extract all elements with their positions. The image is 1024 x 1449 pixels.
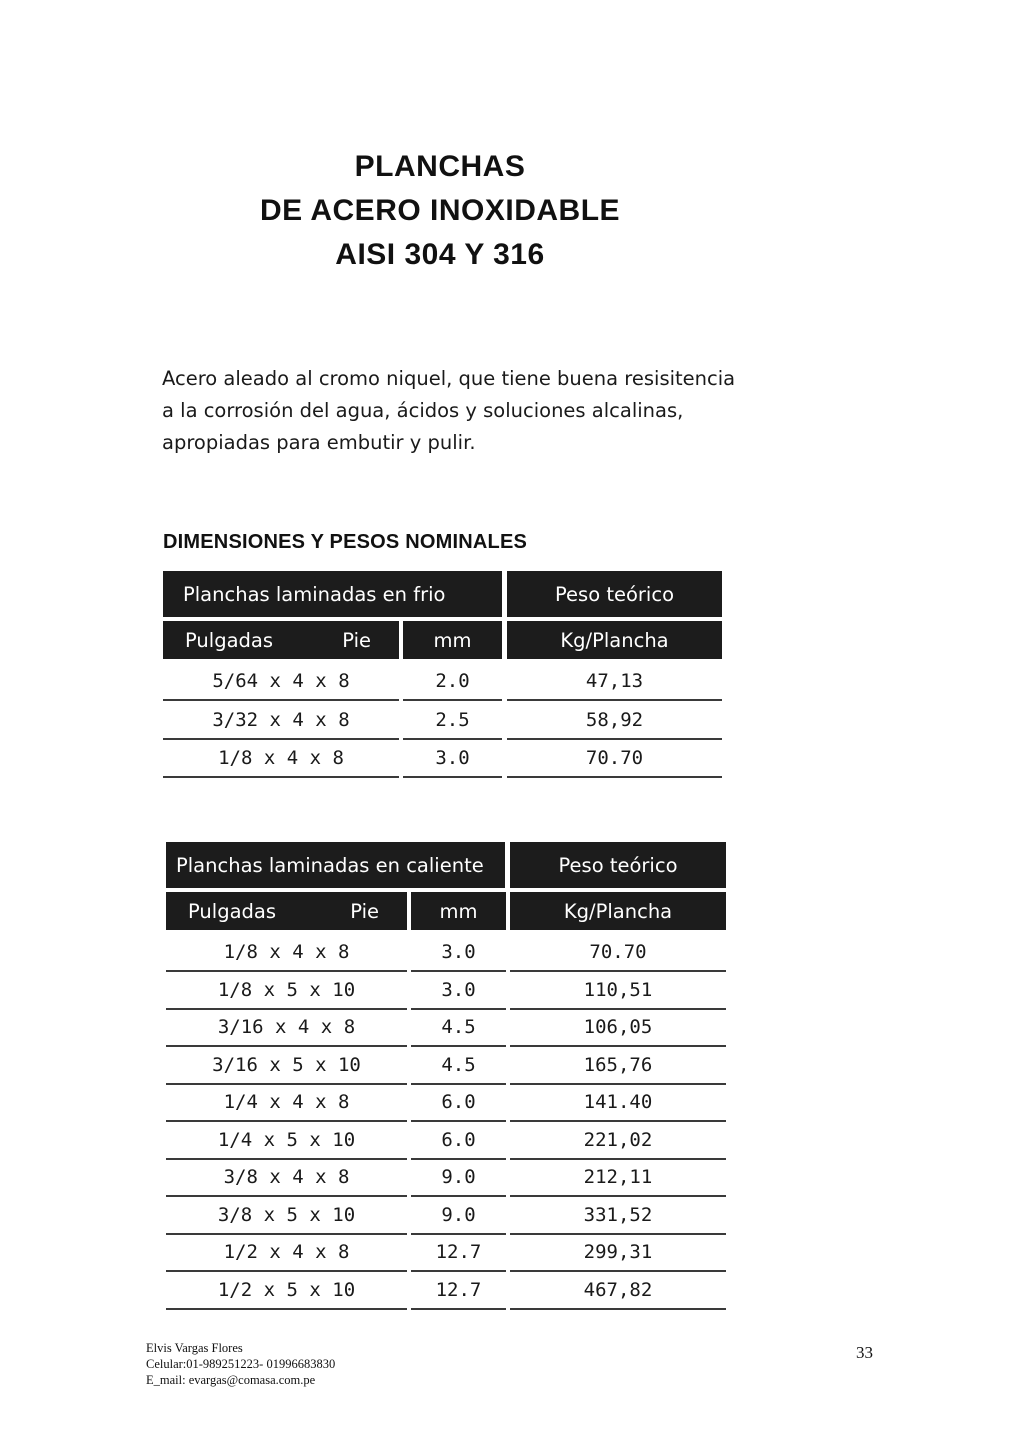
- cell-mm: 12.7: [411, 1272, 506, 1310]
- page-number: 33: [856, 1343, 873, 1362]
- table-row: [166, 972, 726, 1010]
- cell-pulgadas: 3/16 x 4 x 8: [166, 1009, 407, 1047]
- intro-paragraph: Acero aleado al cromo niquel, que tiene buena resisitencia a la corrosión del agua, ácidos y soluciones alcalinas, apropiadas para embutir y pulir.: [162, 367, 736, 454]
- cold-rolled-table: [163, 571, 722, 786]
- header-hot-main: Planchas laminadas en caliente: [166, 842, 505, 888]
- col-pulgadas-label: Pulgadas: [185, 628, 274, 652]
- cell-kg: 70.70: [510, 934, 726, 972]
- cell-pulgadas: 1/8 x 4 x 8: [163, 740, 399, 778]
- header-cold-kg: Kg/Plancha: [507, 621, 722, 659]
- footer-phone: Celular:01-989251223- 01996683830: [146, 1357, 336, 1371]
- col-pie-label: Pie: [350, 899, 379, 923]
- cell-mm: 2.0: [403, 663, 502, 701]
- cell-pulgadas: 1/8 x 4 x 8: [166, 934, 407, 972]
- table-row: [166, 934, 726, 972]
- cell-mm: 3.0: [403, 740, 502, 778]
- cell-pulgadas: 3/8 x 5 x 10: [166, 1197, 407, 1235]
- table-row: [166, 1084, 726, 1122]
- cell-kg: 212,11: [510, 1159, 726, 1197]
- cell-kg: 467,82: [510, 1272, 726, 1310]
- table-row: [166, 1009, 726, 1047]
- header-cold-main: Planchas laminadas en frio: [163, 571, 502, 617]
- cell-kg: 165,76: [510, 1047, 726, 1085]
- cell-kg: 58,92: [507, 702, 722, 740]
- cell-mm: 3.0: [411, 972, 506, 1010]
- cell-mm: 6.0: [411, 1084, 506, 1122]
- table-row: [166, 1272, 726, 1310]
- cell-pulgadas: 1/4 x 4 x 8: [166, 1084, 407, 1122]
- col-pulgadas-label: Pulgadas: [188, 899, 277, 923]
- footer-email: E_mail: evargas@comasa.com.pe: [146, 1373, 316, 1387]
- cell-kg: 331,52: [510, 1197, 726, 1235]
- cell-kg: 47,13: [507, 663, 722, 701]
- table-row: [163, 740, 722, 778]
- section-heading: DIMENSIONES Y PESOS NOMINALES: [163, 531, 528, 553]
- cell-mm: 9.0: [411, 1159, 506, 1197]
- cell-kg: 70.70: [507, 740, 722, 778]
- cell-mm: 6.0: [411, 1122, 506, 1160]
- footer-name: Elvis Vargas Flores: [146, 1341, 243, 1355]
- table-row: [163, 663, 722, 701]
- cell-pulgadas: 1/2 x 4 x 8: [166, 1234, 407, 1272]
- document-title: [0, 145, 880, 277]
- cell-mm: 2.5: [403, 702, 502, 740]
- header-cold-weight: Peso teórico: [507, 571, 722, 617]
- cell-mm: 9.0: [411, 1197, 506, 1235]
- hot-rolled-table: [166, 842, 726, 1317]
- cell-kg: 141.40: [510, 1084, 726, 1122]
- cell-pulgadas: 5/64 x 4 x 8: [163, 663, 399, 701]
- header-cold-pulgadas-pie: [163, 621, 399, 659]
- table-row: [166, 1234, 726, 1272]
- header-hot-weight: Peso teórico: [510, 842, 726, 888]
- table-row: [163, 702, 722, 740]
- cell-mm: 3.0: [411, 934, 506, 972]
- col-pie-label: Pie: [342, 628, 371, 652]
- table-row: [166, 1047, 726, 1085]
- cell-kg: 221,02: [510, 1122, 726, 1160]
- cell-pulgadas: 3/32 x 4 x 8: [163, 702, 399, 740]
- table-row: [166, 1122, 726, 1160]
- cell-kg: 106,05: [510, 1009, 726, 1047]
- cell-mm: 4.5: [411, 1009, 506, 1047]
- cell-mm: 12.7: [411, 1234, 506, 1272]
- cell-pulgadas: 1/8 x 5 x 10: [166, 972, 407, 1010]
- cell-pulgadas: 1/2 x 5 x 10: [166, 1272, 407, 1310]
- header-hot-kg: Kg/Plancha: [510, 892, 726, 930]
- cell-mm: 4.5: [411, 1047, 506, 1085]
- cell-pulgadas: 3/16 x 5 x 10: [166, 1047, 407, 1085]
- table-row: [166, 1159, 726, 1197]
- title-line-3: AISI 304 Y 316: [335, 238, 545, 271]
- title-line-2: DE ACERO INOXIDABLE: [259, 194, 621, 227]
- table-row: [166, 1197, 726, 1235]
- title-line-1: PLANCHAS: [354, 150, 526, 183]
- cell-pulgadas: 1/4 x 5 x 10: [166, 1122, 407, 1160]
- cell-kg: 299,31: [510, 1234, 726, 1272]
- header-hot-mm: mm: [411, 892, 506, 930]
- header-hot-pulgadas-pie: [166, 892, 407, 930]
- cell-pulgadas: 3/8 x 4 x 8: [166, 1159, 407, 1197]
- header-cold-mm: mm: [403, 621, 502, 659]
- footer-contact: [146, 1340, 335, 1388]
- cell-kg: 110,51: [510, 972, 726, 1010]
